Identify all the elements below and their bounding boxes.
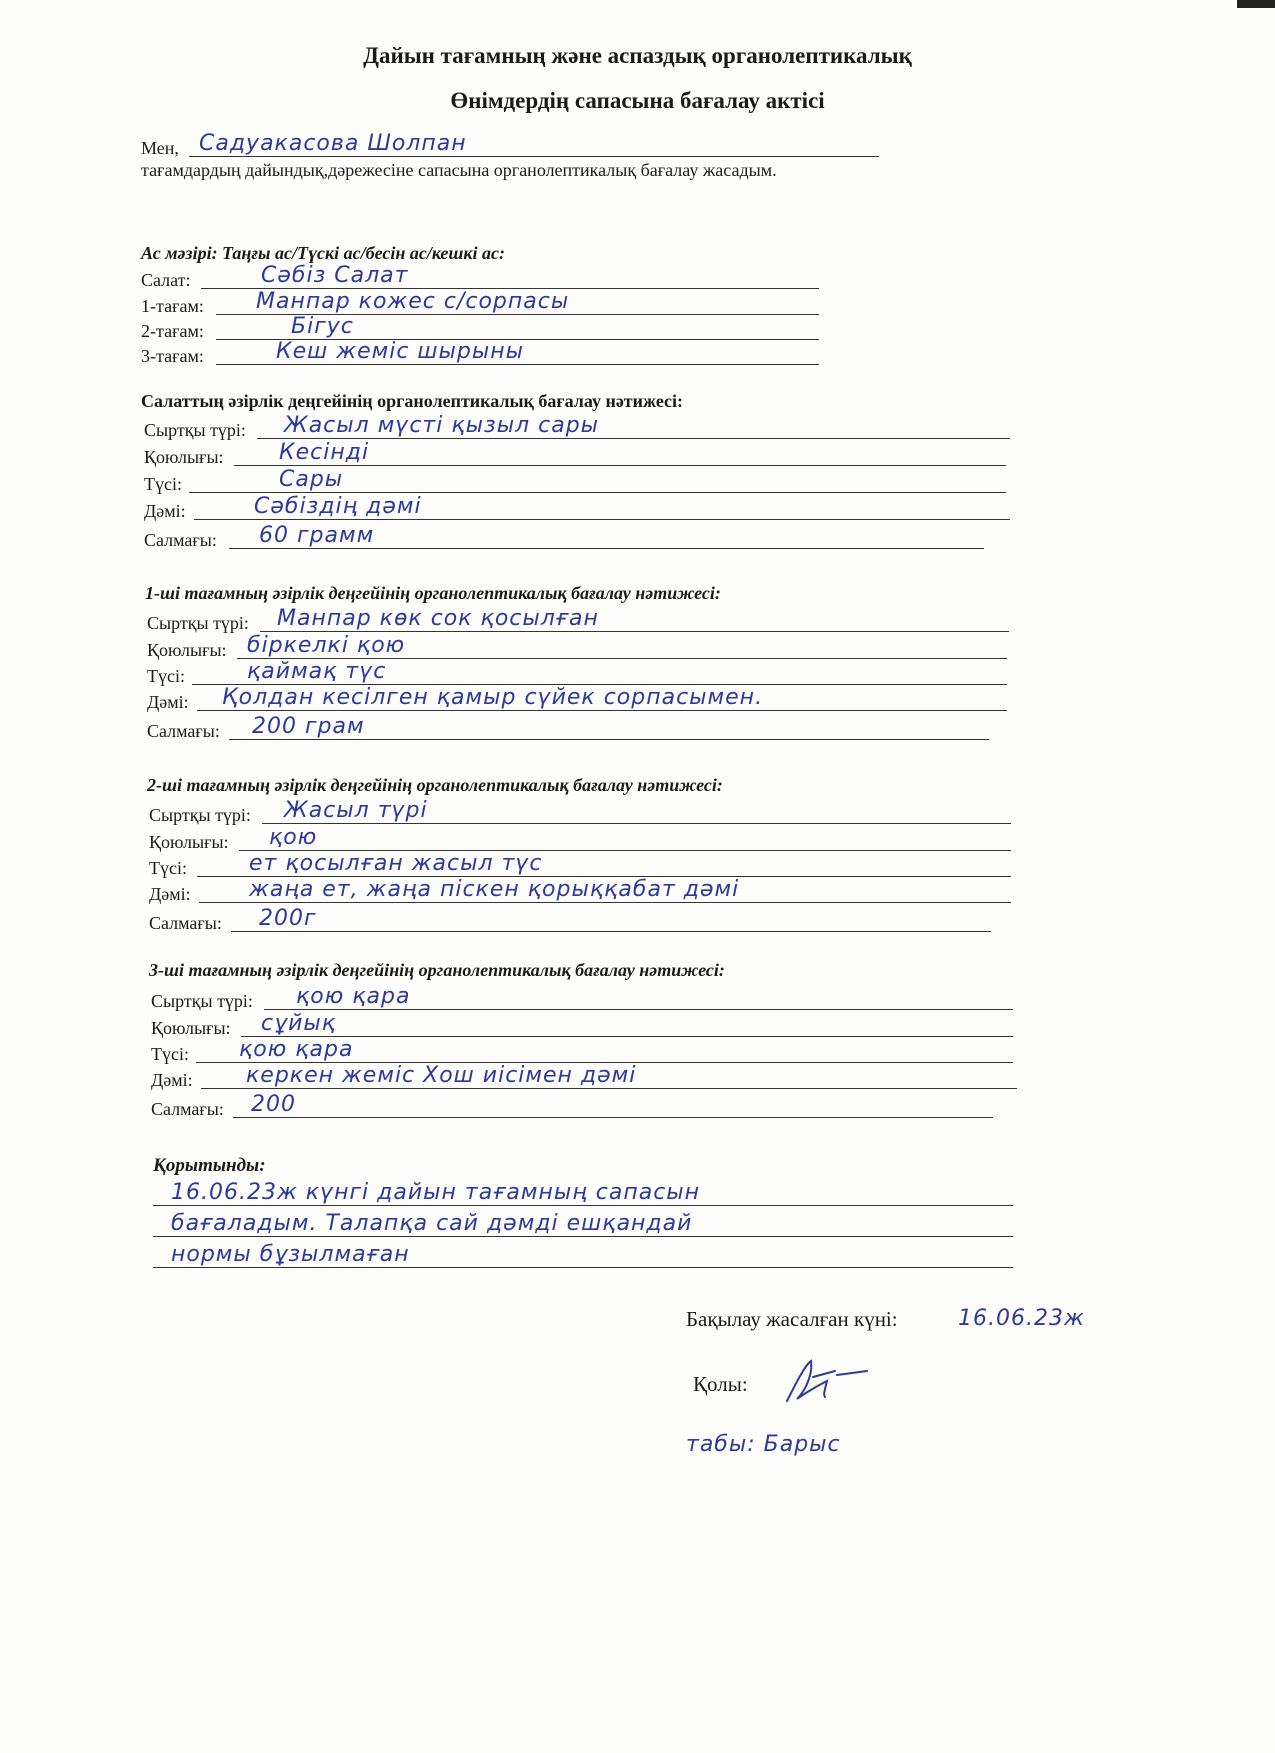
dish2-appearance-value[interactable]: Жасыл түрі (284, 798, 428, 823)
dish3-taste-label: Дәмі: (151, 1070, 193, 1090)
salad-consistency-row (144, 440, 1006, 468)
handwritten-note[interactable]: табы: Барыс (686, 1432, 841, 1457)
salad-appearance-row (144, 413, 1010, 441)
dish1-taste-label: Дәмі: (147, 692, 189, 712)
dish1-weight-value[interactable]: 200 грам (252, 714, 365, 739)
dish3-consistency-value[interactable]: сұйық (261, 1011, 337, 1036)
menu-row-dish3 (141, 339, 821, 367)
dish1-taste-row (147, 685, 1007, 713)
dish2-appearance-row (149, 798, 1011, 826)
dish1-weight-line (229, 739, 989, 740)
intro-sentence: тағамдардың дайындық,дәрежесіне сапасына органолептикалық бағалау жасадым. (141, 160, 777, 180)
dish2-taste-line (199, 902, 1011, 903)
menu-row-dish1 (141, 289, 821, 317)
intro-name-row (141, 131, 891, 159)
dish2-weight-label: Салмағы: (149, 913, 222, 933)
salad-weight-line (229, 548, 984, 549)
signature-label: Қолы: (693, 1372, 748, 1396)
conclusion-line1-rule (153, 1205, 1013, 1206)
menu-salad-value[interactable]: Сәбіз Салат (261, 263, 409, 288)
dish2-consistency-label: Қоюлығы: (149, 832, 229, 852)
salad-appearance-value[interactable]: Жасыл мүсті қызыл сары (284, 413, 600, 438)
menu-dish1-value[interactable]: Манпар кожес с/сорпасы (256, 289, 570, 314)
menu-dish2-label: 2-тағам: (141, 321, 204, 341)
dish2-appearance-line (262, 823, 1011, 824)
dish3-weight-row (151, 1092, 993, 1120)
salad-color-line (189, 492, 1006, 493)
document-title-line1: Дайын тағамның және аспаздық органолептикалық (363, 43, 912, 68)
dish3-consistency-row (151, 1011, 1013, 1039)
dish3-appearance-row (151, 984, 1013, 1012)
salad-weight-value[interactable]: 60 грамм (259, 523, 375, 548)
salad-eval-heading: Салаттың әзірлік деңгейінің органолептикалық бағалау нәтижесі: (141, 391, 684, 411)
conclusion-line3-row (153, 1244, 1013, 1270)
dish1-appearance-value[interactable]: Манпар көк сок қосылған (277, 606, 599, 631)
scan-corner-mark (1237, 0, 1275, 8)
conclusion-line2-row (153, 1213, 1013, 1239)
salad-taste-value[interactable]: Сәбіздің дәмі (254, 494, 422, 519)
dish1-weight-label: Салмағы: (147, 721, 220, 741)
dish2-taste-label: Дәмі: (149, 884, 191, 904)
menu-salad-label: Салат: (141, 270, 191, 290)
dish2-color-value[interactable]: ет қосылған жасыл түс (249, 851, 543, 876)
salad-consistency-line (234, 465, 1006, 466)
dish3-consistency-label: Қоюлығы: (151, 1018, 231, 1038)
salad-consistency-value[interactable]: Кесінді (279, 440, 370, 465)
dish2-eval-heading: 2-ші тағамның әзірлік деңгейінің органолептикалық бағалау нәтижесі: (147, 775, 723, 795)
dish1-taste-value[interactable]: Қолдан кесілген қамыр сүйек сорпасымен. (222, 685, 764, 710)
dish3-color-row (151, 1037, 1013, 1065)
dish3-color-value[interactable]: қою қара (239, 1037, 354, 1062)
dish1-taste-line (197, 710, 1007, 711)
dish3-weight-label: Салмағы: (151, 1099, 224, 1119)
salad-color-label: Түсі: (144, 474, 182, 494)
dish3-appearance-label: Сыртқы түрі: (151, 991, 253, 1011)
salad-taste-label: Дәмі: (144, 501, 186, 521)
salad-color-row (144, 467, 1006, 495)
dish3-eval-heading: 3-ші тағамның әзірлік деңгейінің органолептикалық бағалау нәтижесі: (149, 960, 725, 980)
dish3-appearance-line (264, 1009, 1013, 1010)
conclusion-heading: Қорытынды: (153, 1155, 266, 1176)
dish2-appearance-label: Сыртқы түрі: (149, 805, 251, 825)
dish2-weight-row (149, 906, 991, 934)
menu-dish3-label: 3-тағам: (141, 346, 204, 366)
dish2-weight-line (231, 931, 991, 932)
menu-dish2-value[interactable]: Бігус (291, 314, 354, 339)
dish1-appearance-row (147, 606, 1009, 634)
menu-dish3-line (216, 364, 819, 365)
dish1-color-row (147, 659, 1007, 687)
dish2-color-row (149, 851, 1011, 879)
menu-dish3-value[interactable]: Кеш жеміс шырыны (276, 339, 525, 364)
salad-color-value[interactable]: Сары (279, 467, 344, 492)
dish1-appearance-line (260, 631, 1009, 632)
salad-consistency-label: Қоюлығы: (144, 447, 224, 467)
salad-weight-label: Салмағы: (144, 530, 217, 550)
dish3-weight-line (233, 1117, 993, 1118)
conclusion-line1[interactable]: 16.06.23ж күнгі дайын тағамның сапасын (171, 1180, 701, 1205)
menu-heading: Ас мәзірі: Таңғы ас/Түскі ас/бесін ас/кешкі ас: (141, 243, 506, 263)
inspector-name[interactable]: Садуакасова Шолпан (199, 131, 467, 156)
dish3-weight-value[interactable]: 200 (251, 1092, 296, 1117)
conclusion-line1-row (153, 1182, 1013, 1208)
dish2-consistency-value[interactable]: қою (269, 825, 318, 850)
dish2-taste-row (149, 877, 1011, 905)
dish1-color-label: Түсі: (147, 666, 185, 686)
dish1-appearance-label: Сыртқы түрі: (147, 613, 249, 633)
control-date-value[interactable]: 16.06.23ж (958, 1306, 1085, 1331)
menu-row-salad (141, 263, 821, 291)
salad-taste-row (144, 494, 1010, 522)
document-title-line2: Өнімдердің сапасына бағалау актісі (450, 88, 825, 113)
dish3-taste-row (151, 1063, 1017, 1091)
dish1-weight-row (147, 714, 989, 742)
conclusion-line2-rule (153, 1236, 1013, 1237)
salad-appearance-label: Сыртқы түрі: (144, 420, 246, 440)
dish2-taste-value[interactable]: жаңа ет, жаңа піскен қорыққабат дәмі (249, 877, 740, 902)
dish1-color-value[interactable]: қаймақ түс (247, 659, 387, 684)
dish3-color-label: Түсі: (151, 1044, 189, 1064)
dish1-eval-heading: 1-ші тағамның әзірлік деңгейінің органолептикалық бағалау нәтижесі: (145, 583, 721, 603)
conclusion-line3-rule (153, 1267, 1013, 1268)
salad-weight-row (144, 523, 984, 551)
dish3-appearance-value[interactable]: қою қара (296, 984, 411, 1009)
dish2-consistency-row (149, 825, 1011, 853)
dish3-taste-value[interactable]: керкен жеміс Хош иісімен дәмі (246, 1063, 637, 1088)
dish1-consistency-row (147, 633, 1007, 661)
menu-dish1-label: 1-тағам: (141, 296, 204, 316)
dish3-consistency-line (241, 1036, 1013, 1037)
salad-appearance-line (257, 438, 1010, 439)
dish1-consistency-value[interactable]: біркелкі қою (247, 633, 406, 658)
dish2-weight-value[interactable]: 200г (259, 906, 317, 931)
control-date-label: Бақылау жасалған күні: (686, 1307, 898, 1331)
intro-name-line (189, 156, 879, 157)
conclusion-line2[interactable]: бағаладым. Талапқа сай дәмді ешқандай (171, 1211, 693, 1236)
dish1-consistency-label: Қоюлығы: (147, 640, 227, 660)
handwritten-signature (775, 1355, 875, 1410)
intro-label: Мен, (141, 138, 179, 158)
conclusion-line3[interactable]: нормы бұзылмаған (171, 1242, 410, 1267)
salad-taste-line (194, 519, 1010, 520)
dish2-color-label: Түсі: (149, 858, 187, 878)
dish3-taste-line (201, 1088, 1017, 1089)
